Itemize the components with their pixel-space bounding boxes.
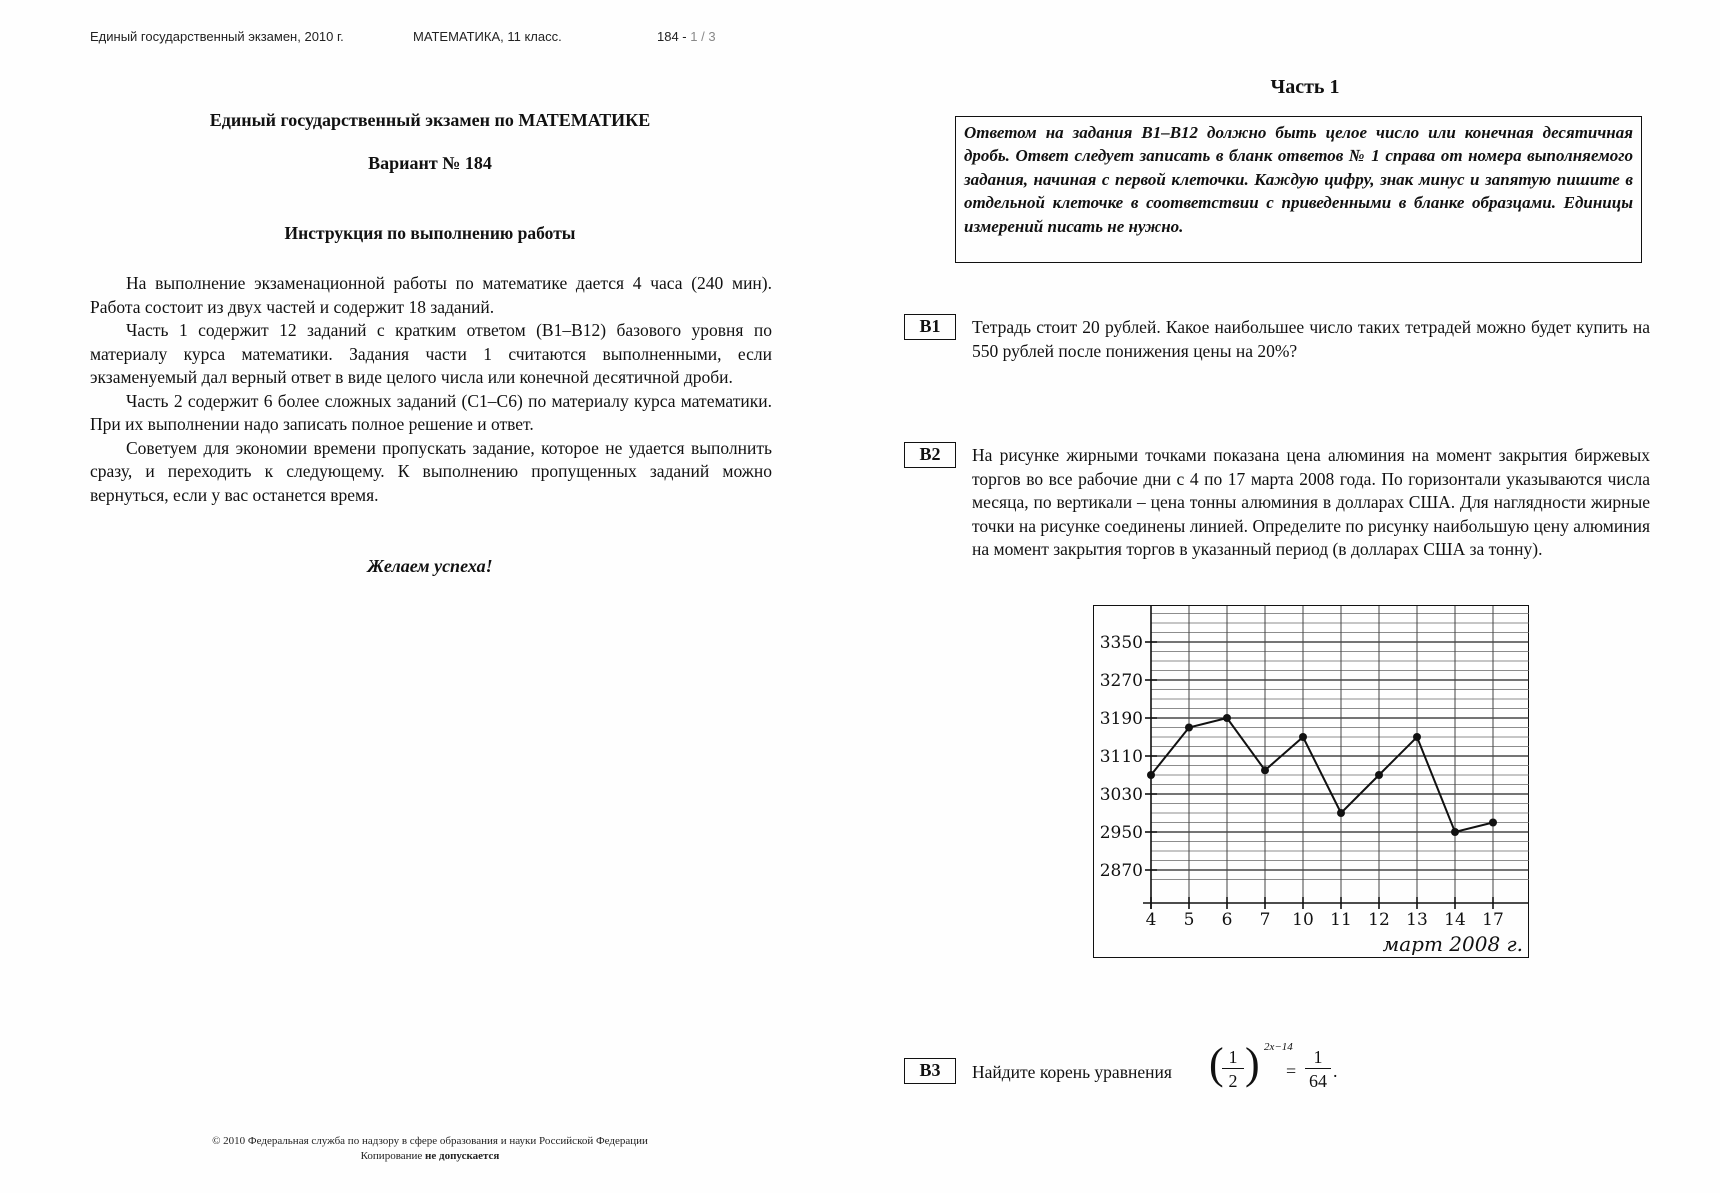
svg-text:март 2008 г.: март 2008 г. [1382,932,1523,956]
page-number: 1 / 3 [690,29,716,44]
instructions-body [90,272,772,507]
svg-text:3030: 3030 [1099,785,1143,805]
rhs-fraction: $\frac{1}{64}$ [1305,1046,1331,1093]
instruction-paragraph: Советуем для экономии времени пропускать задание, которое не удается выполнить сразу, и переходить к следующему. К выполнению пропущенных заданий можно вернуться, если у вас останется время. [90,437,772,505]
task-text-b3: Найдите корень уравнения [972,1062,1172,1082]
svg-text:3270: 3270 [1099,671,1143,691]
svg-text:13: 13 [1406,910,1428,930]
svg-text:17: 17 [1482,910,1504,930]
instruction-paragraph: На выполнение экзаменационной работы по математике дается 4 часа (240 мин). Работа состоит из двух частей и содержит 18 заданий. [90,273,772,317]
svg-text:3350: 3350 [1099,633,1143,653]
svg-text:12: 12 [1368,910,1390,930]
task-text-b1: Тетрадь стоит 20 рублей. Какое наибольшее число таких тетрадей можно будет купить на 550 рублей после понижения цены на 20%? [972,317,1650,361]
line-chart [1094,606,1530,959]
part-title: Часть 1 [1270,76,1340,98]
task-text-b2: На рисунке жирными точками показана цена алюминия на момент закрытия биржевых торгов во все рабочие дни с 4 по 17 марта 2008 года. По горизонтали указываются числа месяца, по вертикали – цена тонны алюминия в долларах США. Для наглядности жирные точки на рисунке соединены линией. Определите по рисунку наибольшую цену алюминия на момент закрытия торгов в указанный период (в долларах США за тонну). [972,445,1650,559]
svg-text:2870: 2870 [1099,861,1143,881]
instruction-paragraph: Часть 2 содержит 6 более сложных заданий (С1–С6) по материалу курса математики. При их выполнении надо записать полное решение и ответ. [90,390,772,434]
period: . [1333,1061,1338,1081]
svg-text:3110: 3110 [1099,747,1143,767]
right-paren: ) [1245,1039,1260,1088]
aluminium-price-chart [1093,605,1529,958]
svg-text:2950: 2950 [1099,823,1143,843]
svg-text:5: 5 [1183,910,1195,930]
task-label-b3: B3 [904,1058,956,1084]
svg-text:4: 4 [1145,910,1157,930]
svg-text:14: 14 [1444,910,1466,930]
wish-text: Желаем успеха! [367,556,493,576]
copyright-line: © 2010 Федеральная служба по надзору в сфере образования и науки Российской Федерации [212,1135,648,1147]
base-fraction: $\frac{1}{2}$ [1222,1046,1244,1093]
header-exam: Единый государственный экзамен, 2010 г. [90,29,344,44]
answer-instructions-box: Ответом на задания В1–В12 должно быть целое число или конечная десятичная дробь. Ответ следует записать в бланк ответов № 1 справа от номера выполняемого задания, начиная с первой клеточки. Каждую цифру, знак минус и запятую пишите в отдельной клеточке в соответствии с приведенными в бланке образцами. Единицы измерений писать не нужно. [955,116,1642,263]
variant-title: Вариант № 184 [368,153,492,173]
equals-sign: = [1286,1061,1297,1081]
copy-notice: Копирование не допускается [360,1150,500,1162]
left-paren: ( [1209,1039,1224,1088]
svg-text:11: 11 [1330,910,1352,930]
instruction-paragraph: Часть 1 содержит 12 заданий с кратким ответом (В1–В12) базового уровня по материалу курса математики. Задания части 1 считаются выполненными, если экзаменуемый дал верный ответ в виде целого числа или конечной десятичной дроби. [90,320,772,387]
header-page [657,29,716,44]
svg-text:6: 6 [1221,910,1233,930]
task-label-b1: B1 [904,314,956,340]
doc-title: Единый государственный экзамен по МАТЕМАТИКЕ [209,110,651,130]
instructions-title: Инструкция по выполнению работы [284,223,576,243]
exponent: 2x−14 [1264,1041,1293,1053]
page-code: 184 - [657,29,691,44]
svg-text:3190: 3190 [1099,709,1143,729]
svg-text:7: 7 [1259,910,1271,930]
task-label-b2: B2 [904,442,956,468]
copyright-footer [150,1134,710,1164]
svg-text:10: 10 [1292,910,1314,930]
header-subject: МАТЕМАТИКА, 11 класс. [413,29,562,44]
